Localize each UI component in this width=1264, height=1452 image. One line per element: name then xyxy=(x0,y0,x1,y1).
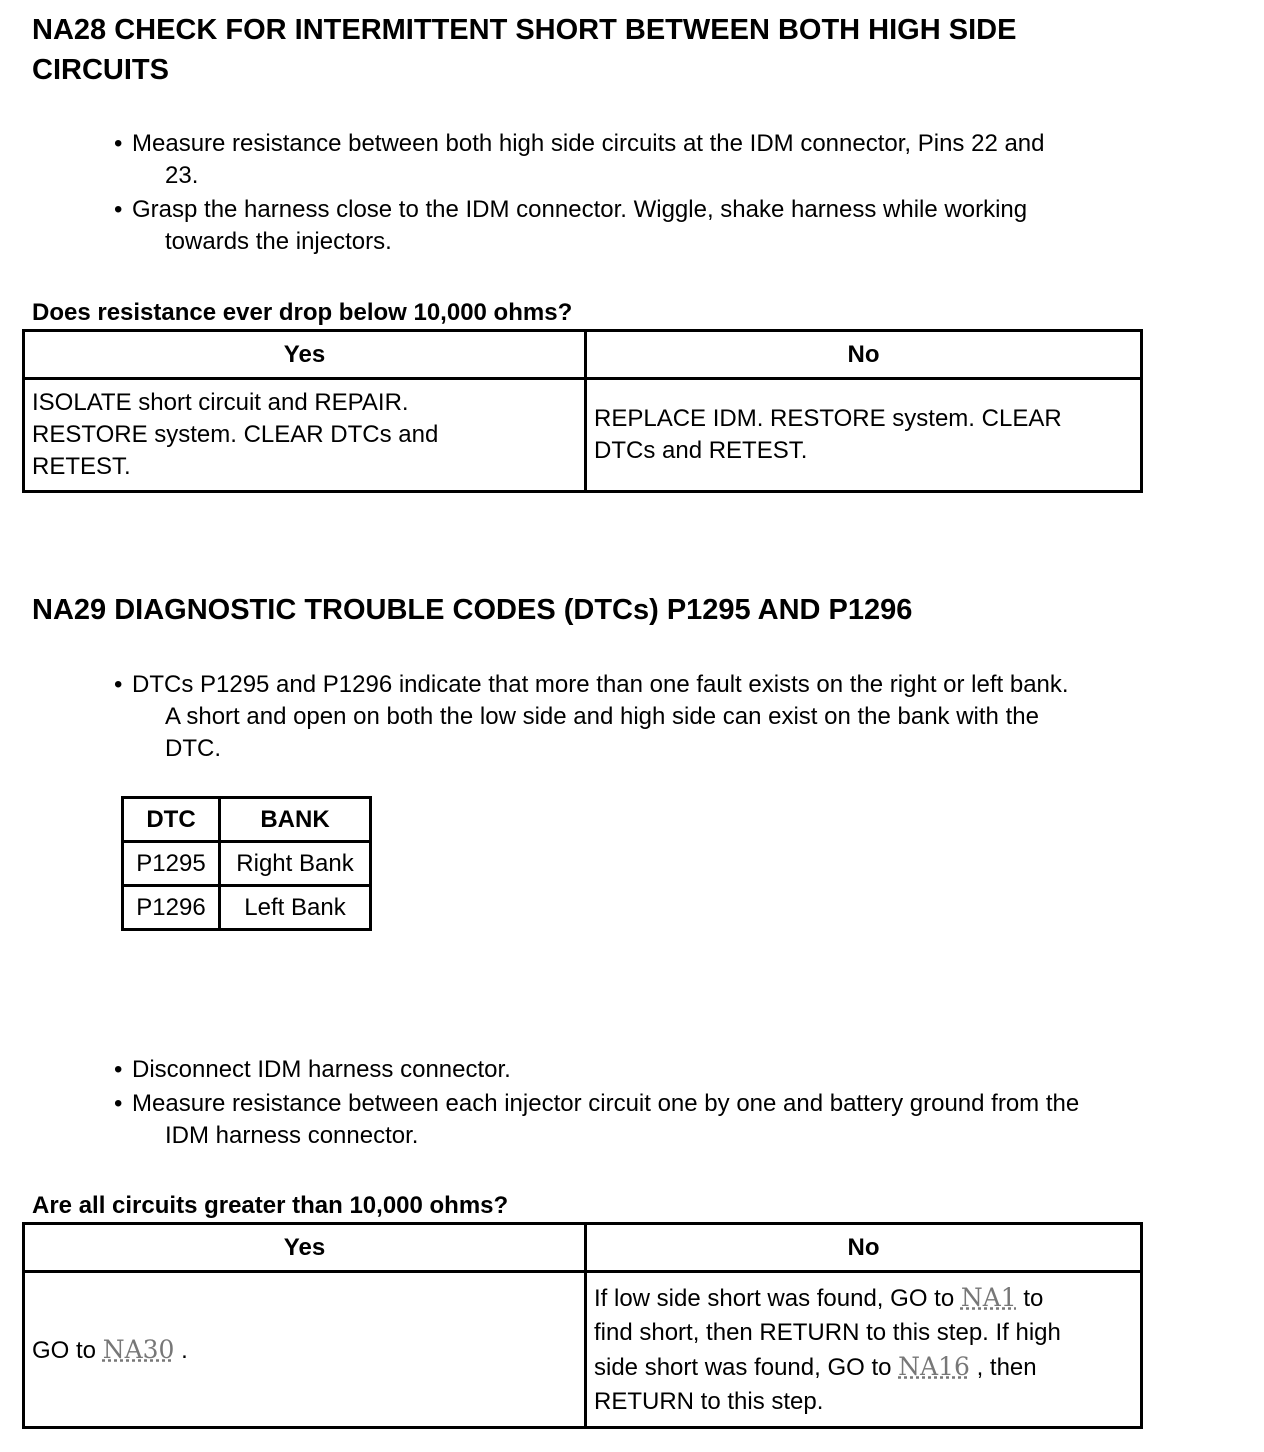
na28-no-line1: REPLACE IDM. RESTORE system. CLEAR xyxy=(594,405,1062,432)
na28-heading-line2: CIRCUITS xyxy=(32,54,169,86)
na28-bullet-1-line2: 23. xyxy=(165,162,199,189)
dtc-bank-table xyxy=(121,796,372,931)
na28-bullet-list xyxy=(114,128,1242,258)
na29-decision-table xyxy=(22,1222,1143,1429)
na29-question: Are all circuits greater than 10,000 ohms? xyxy=(32,1192,509,1219)
table-row xyxy=(123,842,371,886)
na29-no-line1-suffix: to xyxy=(1023,1284,1044,1312)
na16-link[interactable]: NA16 xyxy=(898,1351,970,1381)
na28-heading-line1: NA28 CHECK FOR INTERMITTENT SHORT BETWEEN BOTH HIGH SIDE xyxy=(32,14,1017,46)
na28-yes-line1: ISOLATE short circuit and REPAIR. xyxy=(32,389,409,416)
na28-heading xyxy=(32,10,1016,90)
na30-link[interactable]: NA30 xyxy=(102,1334,175,1364)
na28-yes-header: Yes xyxy=(24,331,586,379)
na28-question: Does resistance ever drop below 10,000 ohms? xyxy=(32,299,573,326)
bullet-dot-icon: • xyxy=(114,671,123,698)
na29-bullet-list-2 xyxy=(114,1054,1252,1152)
na29-bullet-2-line1: Disconnect IDM harness connector. xyxy=(132,1056,511,1083)
na29-bullet-list-1 xyxy=(114,669,1242,765)
na29-bullet-1-line2: A short and open on both the low side and high side can exist on the bank with the xyxy=(165,703,1039,730)
na28-decision-table xyxy=(22,329,1143,493)
bullet-dot-icon: • xyxy=(114,1090,123,1117)
dtc-column-header: DTC xyxy=(123,798,220,842)
na28-no-header: No xyxy=(586,331,1142,379)
na29-yes-suffix: . xyxy=(181,1336,188,1364)
na29-bullet-2 xyxy=(114,1054,1252,1086)
na28-yes-cell xyxy=(24,379,586,492)
na28-bullet-1-line1: Measure resistance between both high side circuits at the IDM connector, Pins 22 and xyxy=(132,130,1045,157)
na29-bullet-1-line1: DTCs P1295 and P1296 indicate that more than one fault exists on the right or left bank. xyxy=(132,671,1069,698)
na1-link[interactable]: NA1 xyxy=(960,1282,1017,1312)
table-row xyxy=(123,886,371,930)
na29-bullet-1-line3: DTC. xyxy=(165,735,221,762)
bullet-dot-icon: • xyxy=(114,130,123,157)
dtc-code: P1295 xyxy=(123,842,220,886)
na28-yes-line3: RETEST. xyxy=(32,453,131,480)
na29-yes-cell xyxy=(24,1272,586,1428)
na29-no-line2: find short, then RETURN to this step. If high xyxy=(594,1318,1061,1346)
na29-no-line3-suffix: , then xyxy=(976,1353,1037,1381)
na29-yes-prefix: GO to xyxy=(32,1336,97,1364)
na29-no-line3-prefix: side short was found, GO to xyxy=(594,1353,892,1381)
dtc-code: P1296 xyxy=(123,886,220,930)
na28-bullet-1 xyxy=(114,128,1242,192)
bank-column-header: BANK xyxy=(220,798,371,842)
na29-heading: NA29 DIAGNOSTIC TROUBLE CODES (DTCs) P1295 AND P1296 xyxy=(32,594,913,626)
na28-bullet-2-line1: Grasp the harness close to the IDM connector. Wiggle, shake harness while working xyxy=(132,196,1028,223)
bank-name: Right Bank xyxy=(220,842,371,886)
na29-no-header: No xyxy=(586,1224,1142,1272)
na28-bullet-2 xyxy=(114,194,1242,258)
na29-bullet-3-line1: Measure resistance between each injector circuit one by one and battery ground from the xyxy=(132,1090,1080,1117)
na29-yes-header: Yes xyxy=(24,1224,586,1272)
na29-no-line1 xyxy=(594,1281,1133,1316)
bullet-dot-icon: • xyxy=(114,1056,123,1083)
bullet-dot-icon: • xyxy=(114,196,123,223)
bank-name: Left Bank xyxy=(220,886,371,930)
na29-bullet-1 xyxy=(114,669,1242,765)
na29-no-line1-prefix: If low side short was found, GO to xyxy=(594,1284,955,1312)
na28-yes-line2: RESTORE system. CLEAR DTCs and xyxy=(32,421,439,448)
na29-bullet-3-line2: IDM harness connector. xyxy=(165,1122,419,1149)
na28-bullet-2-line2: towards the injectors. xyxy=(165,228,392,255)
na29-bullet-3 xyxy=(114,1088,1252,1152)
na29-no-cell xyxy=(586,1272,1142,1428)
na29-no-line3 xyxy=(594,1350,1133,1385)
na29-no-line4: RETURN to this step. xyxy=(594,1387,824,1415)
na28-no-cell xyxy=(586,379,1142,492)
na28-no-line2: DTCs and RETEST. xyxy=(594,437,808,464)
